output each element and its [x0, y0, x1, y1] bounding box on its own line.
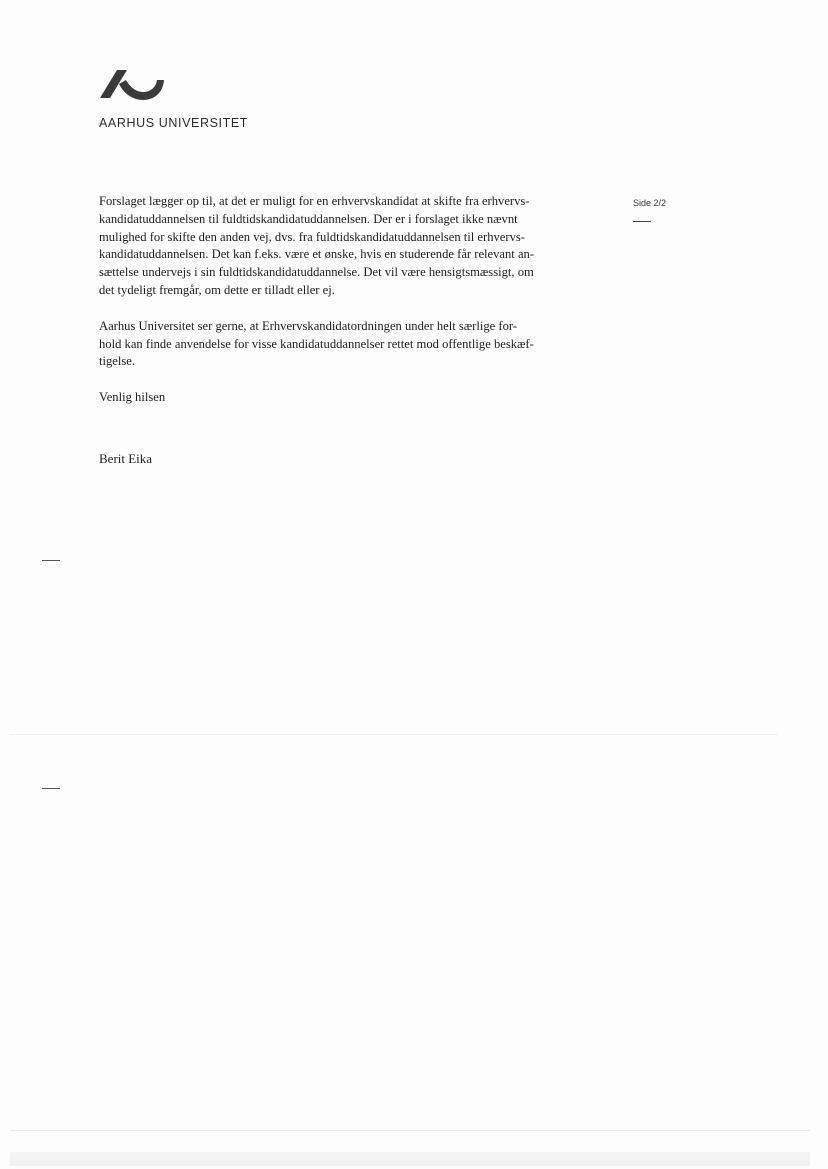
scan-artifact-band	[10, 1152, 810, 1166]
scan-artifact-line	[10, 1130, 810, 1131]
institution-name: AARHUS UNIVERSITET	[99, 116, 249, 130]
text-line: mulighed for skifte den anden vej, dvs. fra fuldtidskandidatuddannelsen til erhvervs-	[99, 229, 525, 244]
fold-mark	[42, 560, 60, 561]
text-line: Aarhus Universitet ser gerne, at Erhvervskandidatordningen under helt særlige for-	[99, 318, 518, 333]
text-line: kandidatuddannelsen. Det kan f.eks. være et ønske, hvis en studerende får relevant an-	[99, 247, 535, 262]
text-line: tigelse.	[99, 354, 136, 369]
text-line: Forslaget lægger op til, at det er muligt for en erhvervskandidat at skifte fra erhvervs-	[99, 194, 530, 208]
scan-artifact-line	[10, 734, 778, 735]
aarhus-university-logo-icon	[99, 67, 165, 101]
text-line: det tydeligt fremgår, om dette er tilladt eller ej.	[99, 282, 335, 297]
paragraph-1	[99, 193, 599, 300]
signature-name: Berit Eika	[99, 451, 153, 466]
letter-body	[99, 193, 599, 407]
closing-greeting: Venlig hilsen	[99, 390, 166, 405]
fold-mark	[42, 788, 60, 789]
text-line: hold kan finde anvendelse for visse kandidatuddannelser rettet mod offentlige beskæf-	[99, 336, 534, 351]
page-number-rule	[633, 221, 651, 222]
text-line: kandidatuddannelsen til fuldtidskandidatuddannelsen. Der er i forslaget ikke nævnt	[99, 211, 518, 226]
text-line: sættelse undervejs i sin fuldtidskandidatuddannelse. Det vil være hensigtsmæssigt, om	[99, 265, 534, 280]
paragraph-2	[99, 318, 599, 371]
page-number: Side 2/2	[633, 198, 667, 208]
